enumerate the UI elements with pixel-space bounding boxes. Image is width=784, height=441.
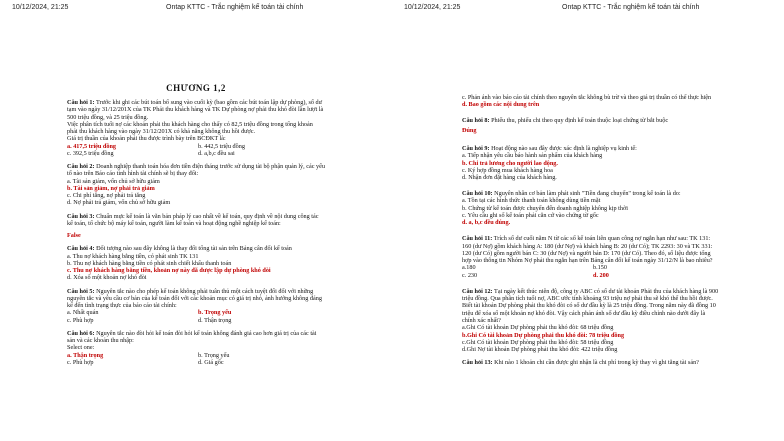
option-c: c. Phù hợp	[67, 316, 94, 324]
option-d: d. Nợ phải trả giảm, vốn chủ sở hữu giảm	[67, 199, 171, 207]
question-text: Khi nào 1 khoản chi cần được ghi nhận là chi phí trong kỳ thay vì ghi tăng tài sản?	[494, 359, 699, 367]
question-text-2: Việc phân tích tuổi nợ các khoản phải thu khách hàng cho thấy có 82,5 triệu đồng trong tổng khoản phải thu khách hàng vào ngày 31/12/201X có khả năng không thu hồi được.	[67, 120, 313, 136]
option-b: b.150	[593, 264, 607, 272]
option-d: d. a, b,c đều đúng.	[462, 219, 511, 227]
option-b: b. Tài sản giảm, nợ phải trả giảm	[67, 184, 155, 192]
header-left-title: Ontap KTTC - Trắc nghiệm kế toán tài chính	[166, 4, 304, 11]
option-d: d. 200	[593, 271, 609, 279]
option-a: a. Tài sản giảm, vốn chủ sở hữu giảm	[67, 177, 160, 185]
option-a: a.Ghi Có tài khoản Dự phòng phải thu khó đòi: 68 triệu đồng	[462, 324, 614, 332]
option-c: c. 392,5 triệu đồng	[67, 149, 114, 157]
question-8	[462, 117, 720, 134]
option-b: b.Ghi Có tài khoản Dự phòng phải thu khó đòi: 78 triệu đồng	[462, 331, 625, 339]
question-label: Câu hỏi 10:	[462, 190, 493, 198]
option-b: b. Chi trả lương cho người lao động.	[462, 159, 558, 167]
question-label: Câu hỏi 12:	[462, 287, 493, 295]
question-label: Câu hỏi 11:	[462, 235, 493, 243]
question-text: Nguyên tắc nào đòi hỏi kế toán đòi hỏi kế toán không đánh giá cao hơn giá trị của các tài sản và các khoản thu nhập:	[67, 329, 317, 345]
question-label: Câu hỏi 9:	[462, 145, 490, 152]
question-text: Tại ngày kết thúc niên độ, công ty ABC có số dư tài khoản Phải thu của khách hàng là 900 triệu đồng. Qua phân tích tuổi nợ, ABC ước tính khoảng 93 triệu nợ phải thu sẽ khó thể thu hồi được. Biết tài khoản Dự phòng phải thu khó đòi có số dư đầu kỳ là 25 triệu đồng. Trong năm này đã đồng 10 triệu để xóa sổ một khoản nợ khó đòi. Vậy cách phản ánh số dư đầu kỳ điều chỉnh nào dưới đây là chính xác nhất?	[462, 287, 719, 324]
question-text: Hoạt động nào sau đây được xác định là nghiệp vụ kinh tế:	[491, 145, 637, 152]
question-10	[462, 190, 720, 226]
option-a: a. 417,5 triệu đồng	[67, 142, 116, 150]
header-right-title: Ontap KTTC - Trắc nghiệm kế toán tài chính	[562, 4, 700, 11]
option-c: c. Thu nợ khách hàng bằng tiền, khoản nợ này đã được lập dự phòng khó đòi	[67, 267, 271, 275]
header-left-date: 10/12/2024, 21:25	[12, 4, 69, 11]
option-d: d.Ghi Nợ tài khoản Dự phòng phải thu khó đòi: 422 triệu đồng	[462, 345, 618, 353]
answer: False	[67, 232, 81, 240]
question-label: Câu hỏi 1:	[67, 99, 95, 106]
option-a: a. Tồn tại các hình thức thanh toán không dùng tiền mặt	[462, 197, 601, 205]
option-b: b. Chứng từ kế toán được chuyển đến doanh nghiệp không kịp thời	[462, 204, 628, 212]
question-6	[67, 330, 325, 366]
chapter-title: CHƯƠNG 1,2	[166, 83, 226, 93]
right-page	[462, 94, 720, 366]
question-label: Câu hỏi 8:	[462, 117, 490, 125]
option-a: a. Nhất quán	[67, 309, 99, 317]
option-c: c.Ghi Có tài khoản Dự phòng phải thu khó đòi: 58 triệu đồng	[462, 338, 614, 346]
question-text: Nguyên tắc nào cho phép kế toán không phải tuân thủ một cách tuyệt đối đối với những nguyên tắc và yêu cầu cơ bản của kế toán đối với các khoản mục có giá trị nhỏ, ảnh hưởng không đáng kể đến tình trạng thực của báo cáo tài chính:	[67, 287, 322, 310]
option-c: c. Phản ánh vào báo cáo tài chính theo nguyên tắc không bù trừ và theo giá trị thuần có thể thực hiện	[462, 94, 712, 101]
question-label: Câu hỏi 13:	[462, 359, 493, 367]
question-label: Câu hỏi 4:	[67, 245, 95, 253]
question-3	[67, 213, 325, 240]
option-d: d. Xóa sổ một khoản nợ khó đòi	[67, 274, 147, 282]
header-right-date: 10/12/2024, 21:25	[404, 4, 461, 11]
question-text: Chuẩn mực kế toán là văn bản pháp lý cao nhất về kế toán, quy định về nội dung công tác kế toán, tổ chức bộ máy kế toán, người làm kế toán và hoạt động nghề nghiệp kế toán:	[67, 212, 319, 227]
question-text: Nguyên nhân cơ bản làm phát sinh "Tiền đang chuyển" trong kế toán là do:	[494, 190, 681, 198]
question-text: Trích số dư cuối năm N từ các sổ kế toán liên quan công nợ ngắn hạn như sau: TK 131: 160 (dư Nợ) gồm khách hàng A: 180 (dư Nợ) và khách hàng B: 20 (dư Có); TK 2293: 30 và TK 331: 120 (dư Có) gồm người bán C: 30 (dư Nợ) và người bán D: 170 (dư Có). Theo đó, số liệu được tổng hợp vào thông tin Nhóm Nợ phải thu ngắn hạn trên Bảng cân đối kế toán ngày 31/12/N là bao nhiêu?	[462, 235, 713, 265]
option-b: b. Trọng yếu	[198, 309, 232, 317]
option-b: b. Thu nợ khách hàng bằng tiền có phát sinh chiết khấu thanh toán	[67, 259, 232, 267]
option-c: c. Ký hợp đồng mua khách hàng hoa	[462, 166, 553, 174]
option-b: b. Trọng yếu	[198, 351, 230, 359]
question-text: Đối tượng nào sau đây không là thay đổi tổng tài sản trên Bảng cân đối kế toán	[96, 245, 292, 253]
option-d: d. Thận trọng	[198, 316, 232, 324]
question-11	[462, 235, 720, 279]
question-1	[67, 99, 325, 157]
option-d: d. a,b,c đều sai	[198, 149, 235, 157]
question-7-tail	[462, 94, 720, 108]
option-a: a. Thu nợ khách hàng bằng tiền, có phát sinh TK 131	[67, 252, 199, 260]
question-label: Câu hỏi 3:	[67, 212, 95, 220]
option-a: a.180	[462, 264, 476, 272]
option-c: c. Chi phí tăng, nợ phải trả tăng	[67, 192, 146, 200]
option-c: c. Phù hợp	[67, 358, 94, 366]
question-12	[462, 288, 720, 353]
left-page	[67, 84, 325, 366]
question-text-3: Giá trị thuần của khoản phải thu được trình bày trên BCĐKT là:	[67, 135, 226, 143]
question-text: Doanh nghiệp thanh toán hóa đơn tiền điện tháng trước sử dụng tài bộ phận quản lý, các yếu tố nào trên Báo cáo tình hình tài chính sẽ bị thay đổi:	[67, 163, 325, 178]
option-c: c. Yêu cầu ghi sổ kế toán phải căn cứ vào chứng từ gốc	[462, 211, 599, 219]
question-4	[67, 245, 325, 281]
option-a: a. Thận trọng	[67, 351, 104, 359]
select-one-label: Select one:	[67, 344, 95, 352]
question-2	[67, 163, 325, 206]
question-label: Câu hỏi 2:	[67, 163, 95, 171]
question-text: Trước khi ghi các bút toán bổ sung vào cuối kỳ (bao gồm các bút toán lập dự phòng), số dư tạm vào ngày 31/12/201X của TK Phải thu khách hàng và TK Dự phòng nợ phải thu khó đòi lần lượt là 500 triệu đồng, và 25 triệu đồng.	[67, 99, 324, 121]
option-a: a. Tiếp nhận yêu cầu báo hành sản phẩm của khách hàng	[462, 152, 603, 160]
answer: Đúng	[462, 126, 477, 134]
option-d: d. Giá gốc	[198, 358, 224, 366]
option-d: d. Bao gồm các nội dung trên	[462, 101, 540, 109]
question-13	[462, 359, 720, 366]
question-9	[462, 145, 720, 181]
question-label: Câu hỏi 5:	[67, 287, 95, 295]
question-5	[67, 288, 325, 324]
option-d: d. Nhận đơn đặt hàng của khách hàng.	[462, 173, 557, 181]
option-b: b. 442,5 triệu đồng	[198, 142, 245, 150]
option-c: c. 230	[462, 271, 478, 279]
question-label: Câu hỏi 6:	[67, 329, 95, 337]
question-text: Phiếu thu, phiếu chi theo quy định kế toán thuộc loại chứng từ bắt buộc	[491, 117, 669, 125]
